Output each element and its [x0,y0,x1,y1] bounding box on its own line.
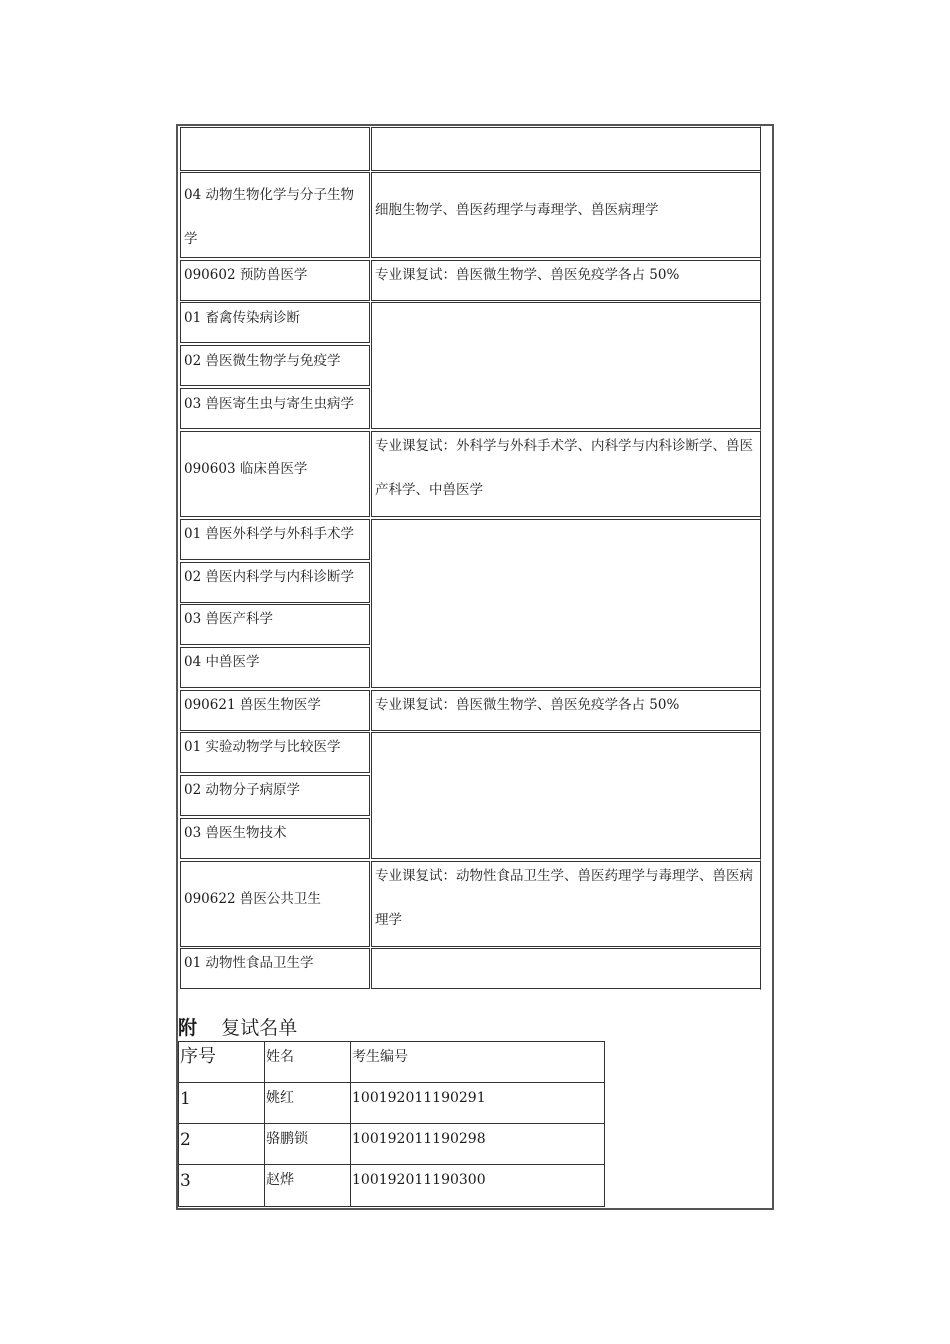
roster-name: 骆鹏锁 [266,1131,308,1147]
table-cell-direction: 03 兽医寄生虫与寄生虫病学 [180,388,370,429]
table-cell-empty [371,732,761,859]
table-cell-direction: 03 兽医生物技术 [180,818,370,859]
table-cell-empty [371,948,761,989]
roster-divider [179,1082,604,1083]
table-cell-direction: 01 畜禽传染病诊断 [180,302,370,343]
table-cell-direction: 04 动物生物化学与分子生物学 [180,172,370,258]
roster-seq: 2 [180,1130,191,1150]
roster-table [178,1041,605,1207]
table-cell-direction: 02 兽医微生物学与免疫学 [180,345,370,386]
table-cell-exam: 专业课复试：动物性食品卫生学、兽医药理学与毒理学、兽医病理学 [371,861,761,947]
appendix-prefix: 附 [178,1017,198,1039]
table-cell-empty [371,127,761,171]
table-cell-direction: 03 兽医产科学 [180,604,370,645]
roster-name: 姚红 [266,1090,294,1106]
roster-header-seq: 序号 [180,1046,216,1067]
table-cell-direction: 04 中兽医学 [180,647,370,688]
table-cell-empty [371,519,761,688]
roster-seq: 1 [180,1089,191,1109]
roster-header-name: 姓名 [266,1049,294,1065]
table-cell-direction: 01 兽医外科学与外科手术学 [180,519,370,560]
roster-id: 100192011190300 [352,1172,486,1188]
roster-header-id: 考生编号 [352,1049,408,1065]
appendix-title-text: 复试名单 [221,1017,298,1039]
roster-seq: 3 [180,1171,191,1191]
table-cell-exam: 专业课复试：外科学与外科手术学、内科学与内科诊断学、兽医产科学、中兽医学 [371,431,761,517]
roster-id: 100192011190298 [352,1131,486,1147]
table-cell-direction: 01 实验动物学与比较医学 [180,732,370,773]
table-cell-courses: 细胞生物学、兽医药理学与毒理学、兽医病理学 [371,172,761,258]
table-cell-major: 090621 兽医生物医学 [180,690,370,731]
table-cell-exam: 专业课复试：兽医微生物学、兽医免疫学各占 50% [371,690,761,731]
table-cell-empty [371,302,761,429]
table-cell-major: 090603 临床兽医学 [180,431,370,517]
roster-divider [179,1123,604,1124]
table-cell-empty [180,127,370,171]
table-cell-major: 090602 预防兽医学 [180,260,370,301]
roster-divider [179,1164,604,1165]
appendix-title [178,1015,297,1041]
table-cell-direction: 02 兽医内科学与内科诊断学 [180,562,370,603]
roster-name: 赵烨 [266,1172,294,1188]
table-cell-exam: 专业课复试：兽医微生物学、兽医免疫学各占 50% [371,260,761,301]
table-cell-direction: 02 动物分子病原学 [180,775,370,816]
roster-id: 100192011190291 [352,1090,486,1106]
table-cell-major: 090622 兽医公共卫生 [180,861,370,947]
table-cell-direction: 01 动物性食品卫生学 [180,948,370,989]
